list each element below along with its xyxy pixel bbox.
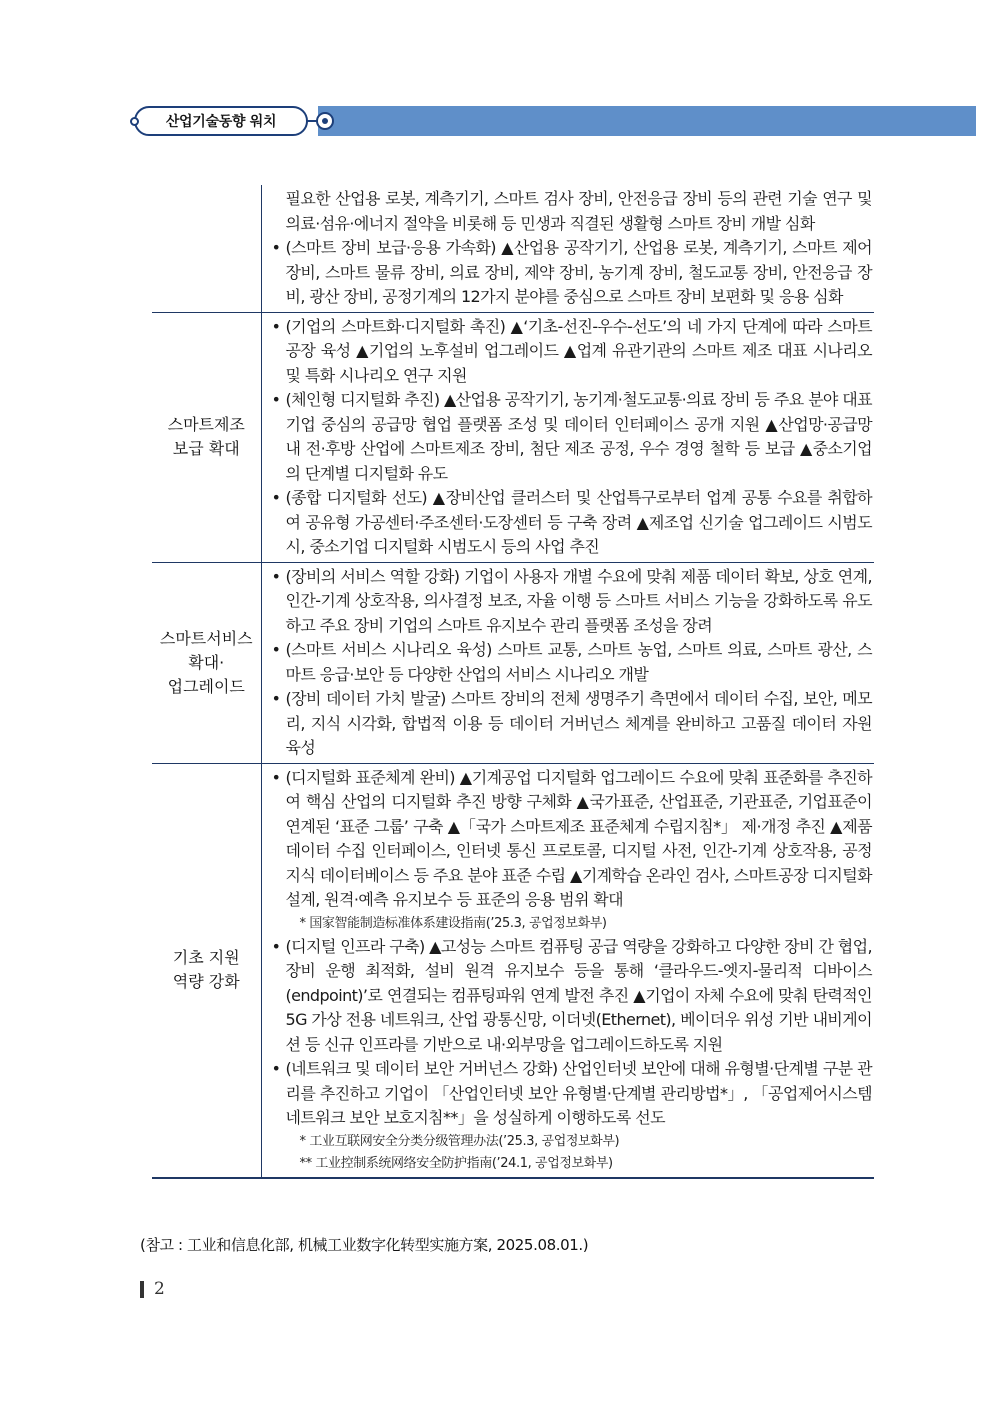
- category-cell: [152, 312, 261, 562]
- table-row: [152, 312, 874, 562]
- list-item: • (기업의 스마트화·디지털화 촉진) ▲‘기초-선진-우수-선도’의 네 가지 단계에 따라 스마트공장 육성 ▲기업의 노후설비 업그레이드 ▲업계 유관기관의 스마트 제조 대표 시나리오 및 특화 시나리오 연구 지원: [272, 315, 873, 389]
- list-item: • (디지털 인프라 구축) ▲고성능 스마트 컴퓨팅 공급 역량을 강화하고 다양한 장비 간 협업, 장비 운행 최적화, 설비 원격 유지보수 등을 통해 ‘클라우드-엣지-물리적 디바이스(endpoint)’로 연결되는 컴퓨팅파워 연계 발전 추진 ▲기업이 자체 수요에 맞춰 탄력적인 5G 가상 전용 네트워크, 산업 광통신망, 이더넷(Ethernet), 베이더우 위성 기반 내비게이션 등 신규 인프라를 기반으로 내·외부망을 업그레이드하도록 지원: [272, 935, 873, 1058]
- page-number: [140, 1278, 165, 1300]
- category-cell: [152, 185, 261, 312]
- section-title: 산업기술동향 워치: [165, 114, 277, 130]
- content-cell: [261, 763, 874, 1178]
- footnote: ** 工业控制系统网络安全防护指南(’24.1, 공업정보화부): [299, 1155, 613, 1171]
- list-item: • (디지털화 표준체계 완비) ▲기계공업 디지털화 업그레이드 수요에 맞춰 표준화를 추진하여 핵심 산업의 디지털화 추진 방향 구체화 ▲국가표준, 산업표준, 기관표준, 기업표준이 연계된 ‘표준 그룹’ 구축 ▲「국가 스마트제조 표준체계 수립지침*」 제·개정 추진 ▲제품 데이터 수집 인터페이스, 인터넷 통신 프로토콜, 디지털 사전, 인간-기계 상호작용, 공정 지식 데이터베이스 등 주요 분야 표준 수립 ▲기계학습 온라인 검사, 스마트공장 디지털화 설계, 원격·예측 유지보수 등 표준의 응용 범위 확대: [272, 766, 873, 913]
- content-cell: [261, 185, 874, 312]
- source-reference: (참고 : 工业和信息化部, 机械工业数字化转型实施方案, 2025.08.01.): [140, 1236, 589, 1254]
- page-number-text: 2: [154, 1279, 165, 1299]
- category-cell: [152, 562, 261, 763]
- table-row: [152, 562, 874, 763]
- list-item: • (장비의 서비스 역할 강화) 기업이 사용자 개별 수요에 맞춰 제품 데이터 확보, 상호 연계, 인간-기계 상호작용, 의사결정 보조, 자율 이행 등 스마트 서비스 기능을 강화하도록 유도하고 주요 장비 기업의 스마트 유지보수 관리 플랫폼 조성을 장려: [272, 565, 873, 639]
- list-item: 필요한 산업용 로봇, 계측기기, 스마트 검사 장비, 안전응급 장비 등의 관련 기술 연구 및 의료·섬유·에너지 절약을 비롯해 등 민생과 직결된 생활형 스마트 장비 개발 심화: [285, 189, 872, 233]
- list-item: • (스마트 서비스 시나리오 육성) 스마트 교통, 스마트 농업, 스마트 의료, 스마트 광산, 스마트 응급·보안 등 다양한 산업의 서비스 시나리오 개발: [272, 638, 873, 687]
- table-row: [152, 185, 874, 312]
- footnote: * 工业互联网安全分类分级管理办法(’25.3, 공업정보화부): [299, 1133, 620, 1149]
- category-cell: [152, 763, 261, 1178]
- section-title-badge: [134, 106, 308, 136]
- content-cell: [261, 562, 874, 763]
- table-row: [152, 763, 874, 1178]
- badge-dot-icon: [130, 117, 139, 126]
- category-label: 기초 지원 역량 강화: [172, 948, 240, 991]
- category-label: 스마트제조 보급 확대: [167, 415, 245, 458]
- page-marker-icon: [140, 1281, 144, 1298]
- list-item: • (네트워크 및 데이터 보안 거버넌스 강화) 산업인터넷 보안에 대해 유형별·단계별 구분 관리를 추진하고 기업이 「산업인터넷 보안 유형별·단계별 관리방법*」, 「공업제어시스템 네트워크 보안 보호지침**」을 성실하게 이행하도록 선도: [272, 1057, 873, 1131]
- footnote: * 国家智能制造标准体系建设指南(’25.3, 공업정보화부): [299, 915, 607, 931]
- header-node-icon: [316, 112, 334, 130]
- list-item: • (장비 데이터 가치 발굴) 스마트 장비의 전체 생명주기 측면에서 데이터 수집, 보안, 메모리, 지식 시각화, 합법적 이용 등 데이터 거버넌스 체계를 완비하고 고품질 데이터 자원 육성: [272, 687, 873, 761]
- list-item: • (스마트 장비 보급·응용 가속화) ▲산업용 공작기기, 산업용 로봇, 계측기기, 스마트 제어 장비, 스마트 물류 장비, 의료 장비, 제약 장비, 농기계 장비, 철도교통 장비, 안전응급 장비, 광산 장비, 공정기계의 12가지 분야를 중심으로 스마트 장비 보편화 및 응용 심화: [272, 236, 873, 310]
- category-label: 스마트서비스 확대· 업그레이드: [159, 628, 253, 696]
- header-band: [318, 106, 976, 136]
- content-cell: [261, 312, 874, 562]
- list-item: • (종합 디지털화 선도) ▲장비산업 클러스터 및 산업특구로부터 업계 공통 수요를 취합하여 공유형 가공센터·주조센터·도장센터 등 구축 장려 ▲제조업 신기술 업그레이드 시범도시, 중소기업 디지털화 시범도시 등의 사업 추진: [272, 486, 873, 560]
- list-item: • (체인형 디지털화 추진) ▲산업용 공작기기, 농기계·철도교통·의료 장비 등 주요 분야 대표 기업 중심의 공급망 협업 플랫폼 조성 및 데이터 인터페이스 공개 지원 ▲산업망·공급망 내 전·후방 산업에 스마트제조 장비, 첨단 제조 공정, 우수 경영 철학 등 보급 ▲중소기업의 단계별 디지털화 유도: [272, 388, 873, 486]
- policy-table: [152, 185, 874, 1179]
